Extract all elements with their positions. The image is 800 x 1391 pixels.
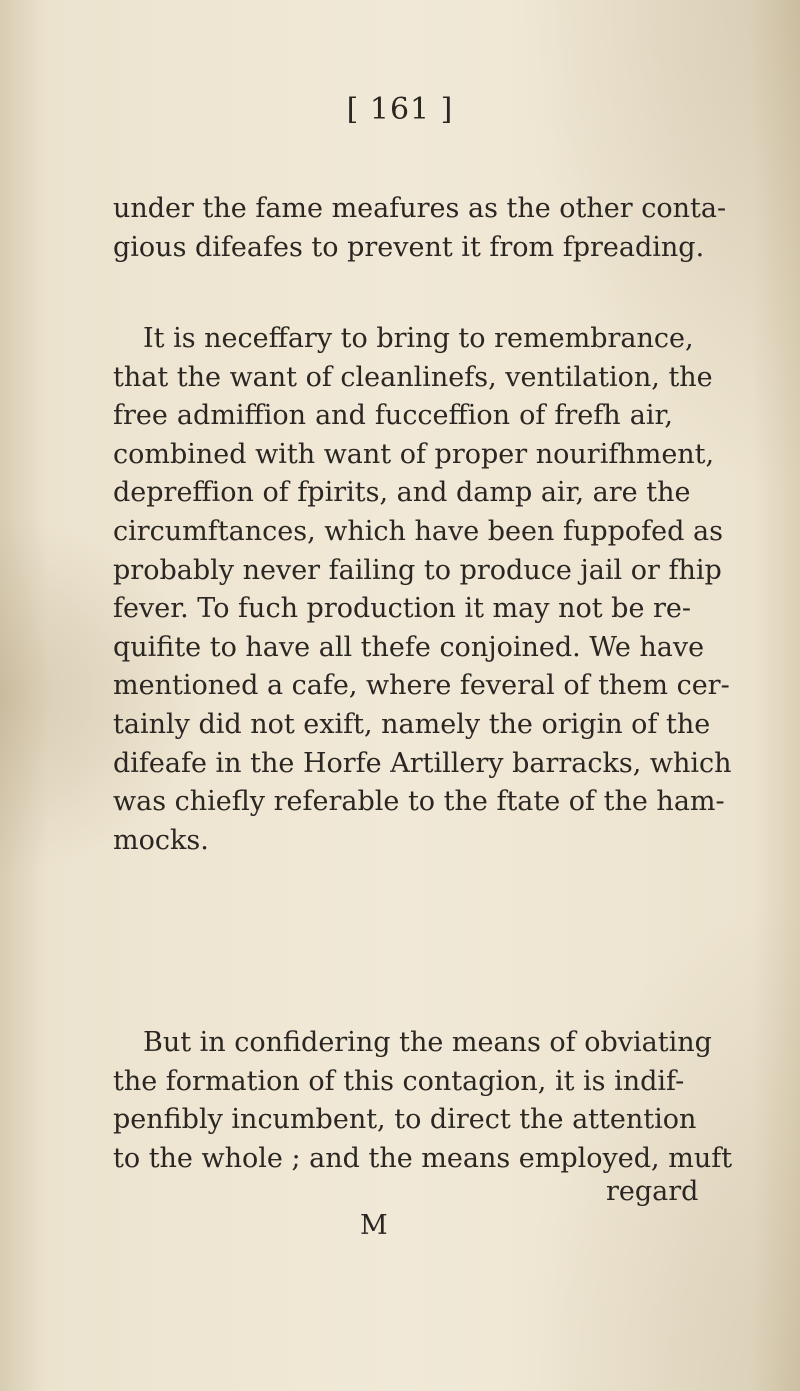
text-line: that the want of cleanlinefs, ventilation, the (113, 361, 713, 393)
text-line: fever. To fuch production it may not be re- (113, 593, 692, 625)
text-line: It is neceffary to bring to remembrance, (143, 323, 694, 354)
text-line: under the fame meafures as the other conta- (113, 193, 727, 224)
text-line: mentioned a cafe, where feveral of them cer- (113, 670, 730, 702)
paragraph-1 (113, 190, 727, 267)
page-number-header: [ 161 ] (346, 92, 454, 127)
text-line: difeafe in the Horfe Artillery barracks, which (113, 747, 732, 779)
text-line: gious difeafes to prevent it from fpreading. (113, 231, 705, 263)
text-line: mocks. (113, 824, 209, 856)
text-line: was chiefly referable to the ftate of the ham- (113, 786, 725, 818)
text-line: circumftances, which have been fuppofed as (113, 515, 723, 547)
catchword: regard (606, 1176, 699, 1207)
text-line: combined with want of proper nourifhment, (113, 438, 715, 470)
text-line: probably never failing to produce jail or fhip (113, 554, 722, 586)
paragraph-3 (113, 1024, 733, 1178)
text-line: depreffion of fpirits, and damp air, are the (113, 477, 691, 509)
signature-mark: M (360, 1210, 388, 1241)
text-line: free admiffion and fucceffion of frefh air, (113, 400, 673, 432)
text-line: tainly did not exift, namely the origin of the (113, 708, 711, 740)
paragraph-2 (113, 320, 732, 860)
text-line: the formation of this contagion, it is indif- (113, 1065, 685, 1097)
text-line: penfibly incumbent, to direct the attention (113, 1104, 697, 1136)
text-line: to the whole ; and the means employed, muft (113, 1142, 733, 1174)
text-line: But in confidering the means of obviating (143, 1027, 712, 1058)
text-line: quifite to have all thefe conjoined. We have (113, 631, 705, 663)
